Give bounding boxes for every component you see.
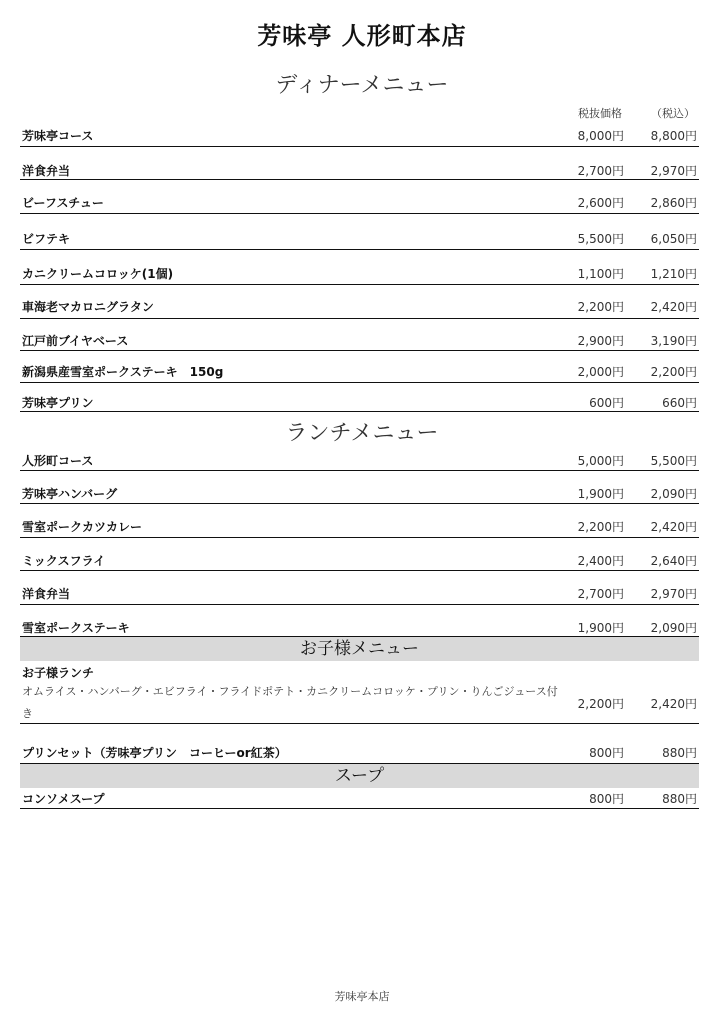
- item-price: 2,400円: [577, 554, 624, 568]
- item-price-tax: 2,090円: [650, 621, 697, 635]
- item-name: コンソメスープ: [22, 792, 105, 806]
- menu-row: [20, 724, 699, 763]
- item-name: 芳味亭コース: [22, 129, 94, 143]
- item-price: 5,500円: [577, 232, 624, 246]
- page-title: 芳味亭 人形町本店: [257, 21, 467, 50]
- menu-row: [20, 571, 699, 605]
- menu-row: [20, 214, 699, 250]
- item-price: 2,600円: [577, 196, 624, 210]
- item-price: 1,900円: [577, 621, 624, 635]
- menu-row: [20, 351, 699, 383]
- col-price-header: 税抜価格: [578, 107, 622, 120]
- item-name: 人形町コース: [22, 454, 94, 468]
- item-price-tax: 2,970円: [650, 587, 697, 601]
- menu-row: [20, 124, 699, 147]
- item-price: 600円: [589, 396, 624, 410]
- item-price-tax: 880円: [662, 792, 697, 806]
- menu-row: [20, 147, 699, 180]
- item-name: 雪室ポークステーキ: [22, 621, 130, 635]
- item-price-tax: 880円: [662, 746, 697, 760]
- item-name: ミックスフライ: [22, 554, 106, 568]
- item-name: 車海老マカロニグラタン: [22, 300, 154, 314]
- menu-row: [20, 319, 699, 351]
- item-name: 洋食弁当: [22, 587, 71, 601]
- item-price: 2,700円: [577, 587, 624, 601]
- item-price: 2,200円: [577, 300, 624, 314]
- item-name: プリンセット（芳味亭プリン コーヒーor紅茶）: [22, 746, 287, 760]
- item-price-tax: 3,190円: [650, 334, 697, 348]
- menu-row: [20, 285, 699, 319]
- item-name: 芳味亭ハンバーグ: [22, 487, 118, 501]
- item-price: 2,200円: [577, 520, 624, 534]
- menu-row: [20, 504, 699, 538]
- menu-row: [20, 250, 699, 285]
- item-price: 2,700円: [577, 164, 624, 178]
- item-price: 2,200円: [577, 697, 624, 711]
- item-name: 新潟県産雪室ポークステーキ 150g: [22, 365, 224, 379]
- item-price-tax: 2,420円: [650, 300, 697, 314]
- col-tax-header: （税込）: [651, 107, 695, 120]
- item-name: お子様ランチ: [22, 666, 95, 680]
- item-price-tax: 2,200円: [650, 365, 697, 379]
- menu-row: [20, 383, 699, 412]
- item-price-tax: 1,210円: [650, 267, 697, 281]
- item-price: 5,000円: [577, 454, 624, 468]
- menu-row: [20, 446, 699, 471]
- soup-banner: スープ: [20, 763, 699, 788]
- menu-row: [20, 605, 699, 636]
- menu-row: [20, 661, 699, 724]
- menu-row: [20, 180, 699, 214]
- item-name: 洋食弁当: [22, 164, 71, 178]
- item-price-tax: 5,500円: [650, 454, 697, 468]
- item-name: 江戸前ブイヤベース: [22, 334, 129, 348]
- item-price-tax: 2,860円: [650, 196, 697, 210]
- page-footer: 芳味亭本店: [334, 990, 390, 1003]
- item-name: 芳味亭プリン: [22, 396, 94, 410]
- item-price: 2,900円: [577, 334, 624, 348]
- item-price: 1,900円: [577, 487, 624, 501]
- item-name: カニクリームコロッケ(1個): [22, 267, 174, 281]
- item-description: オムライス・ハンバーグ・エビフライ・フライドポテト・カニクリームコロッケ・プリン・りんごジュース付き: [22, 685, 558, 720]
- item-price-tax: 2,970円: [650, 164, 697, 178]
- item-price: 1,100円: [577, 267, 624, 281]
- item-price-tax: 2,420円: [650, 520, 697, 534]
- lunch-menu-title: ランチメニュー: [285, 421, 439, 446]
- item-name: ビーフスチュー: [22, 196, 104, 210]
- menu-row: [20, 471, 699, 504]
- item-price-tax: 2,420円: [650, 697, 697, 711]
- item-price-tax: 660円: [662, 396, 697, 410]
- item-price: 800円: [589, 792, 624, 806]
- item-price-tax: 8,800円: [650, 129, 697, 143]
- item-price-tax: 2,090円: [650, 487, 697, 501]
- menu-row: [20, 788, 699, 809]
- menu-row: [20, 538, 699, 571]
- item-price: 2,000円: [577, 365, 624, 379]
- item-name: 雪室ポークカツカレー: [22, 520, 143, 534]
- item-price: 800円: [589, 746, 624, 760]
- dinner-menu-title: ディナーメニュー: [275, 73, 449, 98]
- kids-menu-banner: お子様メニュー: [20, 636, 699, 661]
- item-name: ビフテキ: [22, 232, 71, 246]
- item-price-tax: 6,050円: [650, 232, 697, 246]
- item-price-tax: 2,640円: [650, 554, 697, 568]
- item-price: 8,000円: [577, 129, 624, 143]
